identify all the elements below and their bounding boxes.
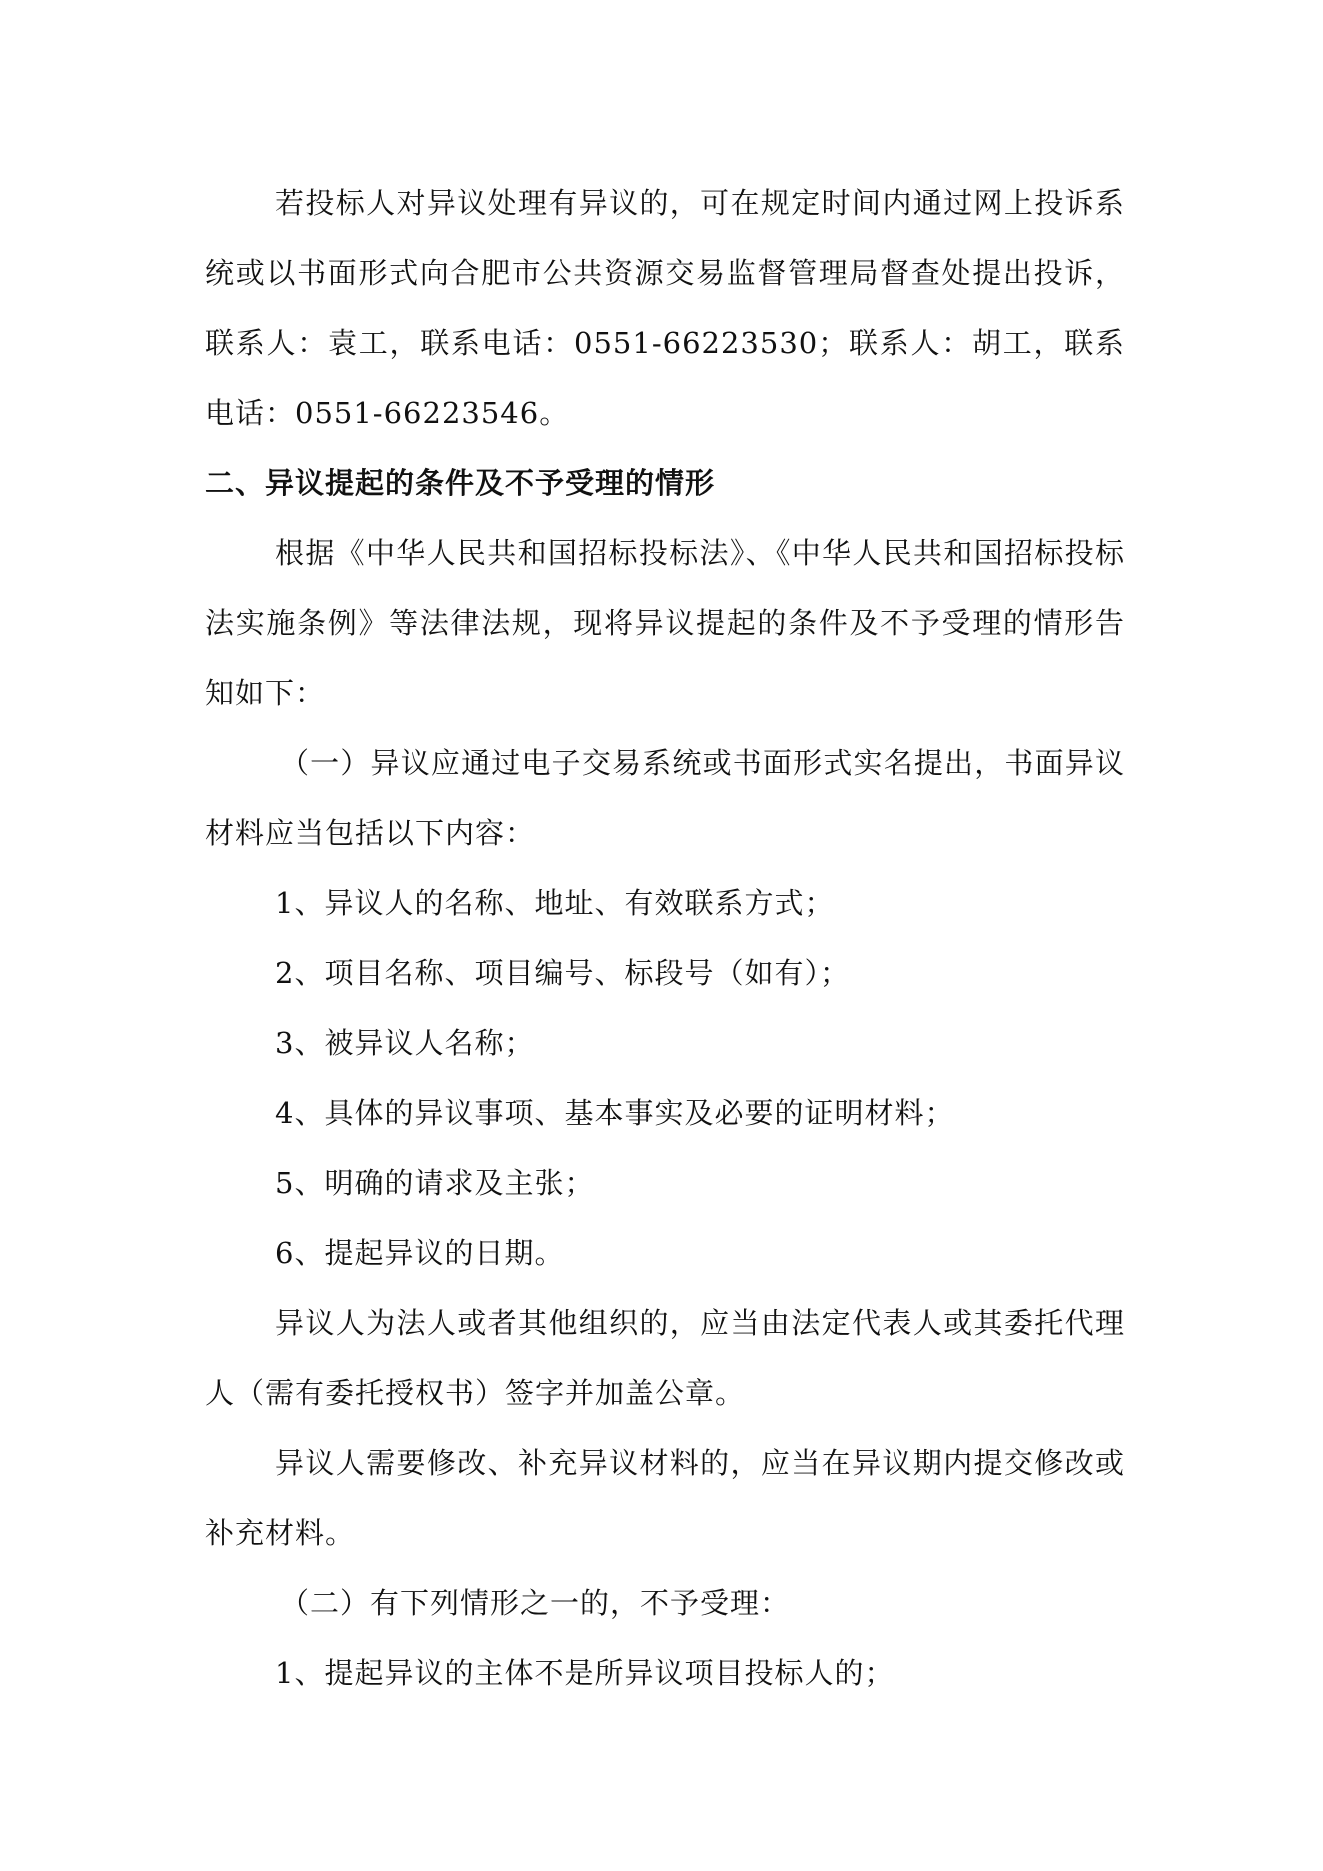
amendment-paragraph: 异议人需要修改、补充异议材料的，应当在异议期内提交修改或补充材料。 (205, 1446, 1125, 1550)
subsection-one-paragraph: （一）异议应通过电子交易系统或书面形式实名提出，书面异议材料应当包括以下内容： (205, 746, 1125, 850)
list-item: 1、异议人的名称、地址、有效联系方式； (275, 886, 835, 920)
list-item: 6、提起异议的日期。 (275, 1236, 565, 1270)
document-body (205, 168, 1125, 1708)
list-item: 5、明确的请求及主张； (275, 1166, 595, 1200)
section-heading: 二、异议提起的条件及不予受理的情形 (205, 466, 716, 500)
signature-requirement-paragraph: 异议人为法人或者其他组织的，应当由法定代表人或其委托代理人（需有委托授权书）签字并加盖公章。 (205, 1306, 1125, 1410)
list-item: 4、具体的异议事项、基本事实及必要的证明材料； (275, 1096, 955, 1130)
legal-basis-paragraph: 根据《中华人民共和国招标投标法》、《中华人民共和国招标投标法实施条例》等法律法规，现将异议提起的条件及不予受理的情形告知如下： (205, 536, 1125, 710)
list-item: 3、被异议人名称； (275, 1026, 535, 1060)
list-item: 1、提起异议的主体不是所异议项目投标人的； (275, 1656, 895, 1690)
list-item: 2、项目名称、项目编号、标段号（如有）； (275, 956, 850, 990)
subsection-two-paragraph: （二）有下列情形之一的，不予受理： (280, 1586, 791, 1620)
complaint-paragraph: 若投标人对异议处理有异议的，可在规定时间内通过网上投诉系统或以书面形式向合肥市公共资源交易监督管理局督查处提出投诉，联系人：袁工，联系电话：0551-66223530；联系人：胡工，联系电话：0551-66223546。 (205, 186, 1125, 430)
